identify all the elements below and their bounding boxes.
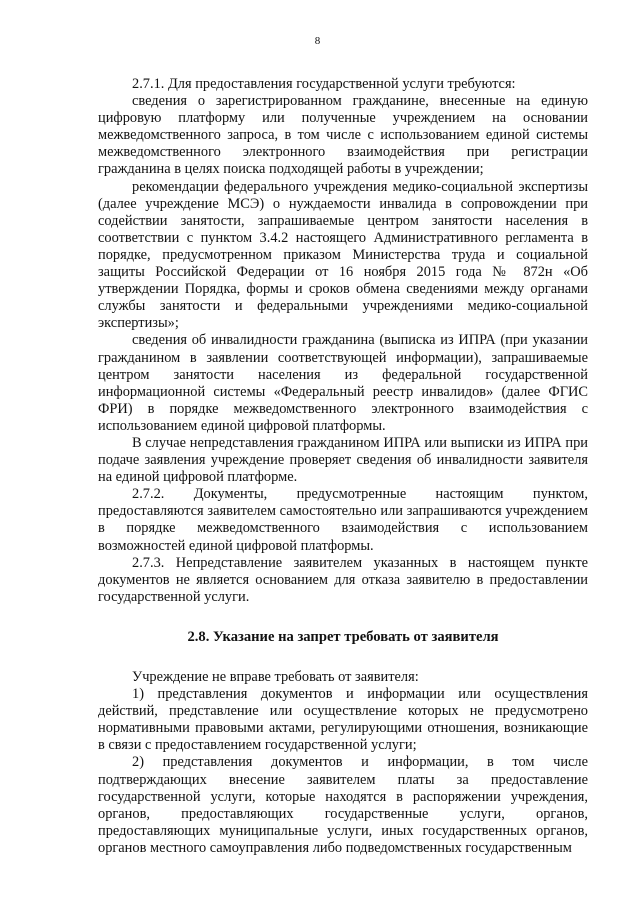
paragraph-disability-info: сведения об инвалидности гражданина (выписка из ИПРА (при указании гражданином в заявлении соответствующей информации), запрашиваемые центром занятости населения из федеральной государственной информационной системы «Федеральный реестр инвалидов» (далее ФГИС ФРИ) в порядке межведомственного электронного взаимодействия с использованием единой цифровой платформы. (98, 332, 588, 434)
paragraph-prohibition-item-1: 1) представления документов и информации или осуществления действий, представление или осуществление которых не предусмотрено нормативными правовыми актами, регулирующими отношения, возникающие в связи с предоставлением государственной услуги; (98, 686, 588, 754)
paragraph-2-7-3: 2.7.3. Непредставление заявителем указанных в настоящем пункте документов не является основанием для отказа заявителю в предоставлении государственной услуги. (98, 554, 588, 605)
paragraph-2-7-2: 2.7.2. Документы, предусмотренные настоящим пунктом, предоставляются заявителем самостоятельно или запрашиваются учреждением в порядке межведомственного взаимодействия с использованием возможностей единой цифровой платформы. (98, 486, 588, 554)
paragraph-registered-citizen-info: сведения о зарегистрированном гражданине, внесенные на единую цифровую платформу или полученные учреждением на основании межведомственного запроса, в том числе с использованием единой системы межведомственного электронного взаимодействия при регистрации гражданина в целях поиска подходящей работы в учреждении; (98, 93, 588, 178)
paragraph-mse-recommendations: рекомендации федерального учреждения медико-социальной экспертизы (далее учреждение МСЭ) о нуждаемости инвалида в сопровождении при содействии занятости, запрашиваемые центром занятости населения в соответствии с пунктом 3.4.2 настоящего Административного регламента в порядке, предусмотренном приказом Министерства труда и социальной защиты Российской Федерации от 16 ноября 2015 года № 872н «Об утверждении Порядка, формы и сроков обмена сведениями между органами службы занятости и федеральными учреждениями медико-социальной экспертизы»; (98, 178, 588, 332)
document-body (98, 76, 588, 857)
section-heading: 2.8. Указание на запрет требовать от заявителя (187, 628, 499, 645)
paragraph-prohibition-item-2: 2) представления документов и информации, в том числе подтверждающих внесение заявителем платы за предоставление государственной услуги, которые находятся в распоряжении учреждения, органов, предоставляющих государственные услуги, органов, предоставляющих муниципальные услуги, иных государственных органов, органов местного самоуправления либо подведомственных государственным (98, 754, 588, 856)
paragraph-2-7-1: 2.7.1. Для предоставления государственной услуги требуются: (132, 76, 516, 92)
page-number: 8 (314, 35, 321, 47)
paragraph-prohibition-intro: Учреждение не вправе требовать от заявителя: (132, 669, 419, 685)
paragraph-ipra-absence: В случае непредставления гражданином ИПРА или выписки из ИПРА при подаче заявления учреждение проверяет сведения об инвалидности заявителя на единой цифровой платформе. (98, 434, 588, 486)
